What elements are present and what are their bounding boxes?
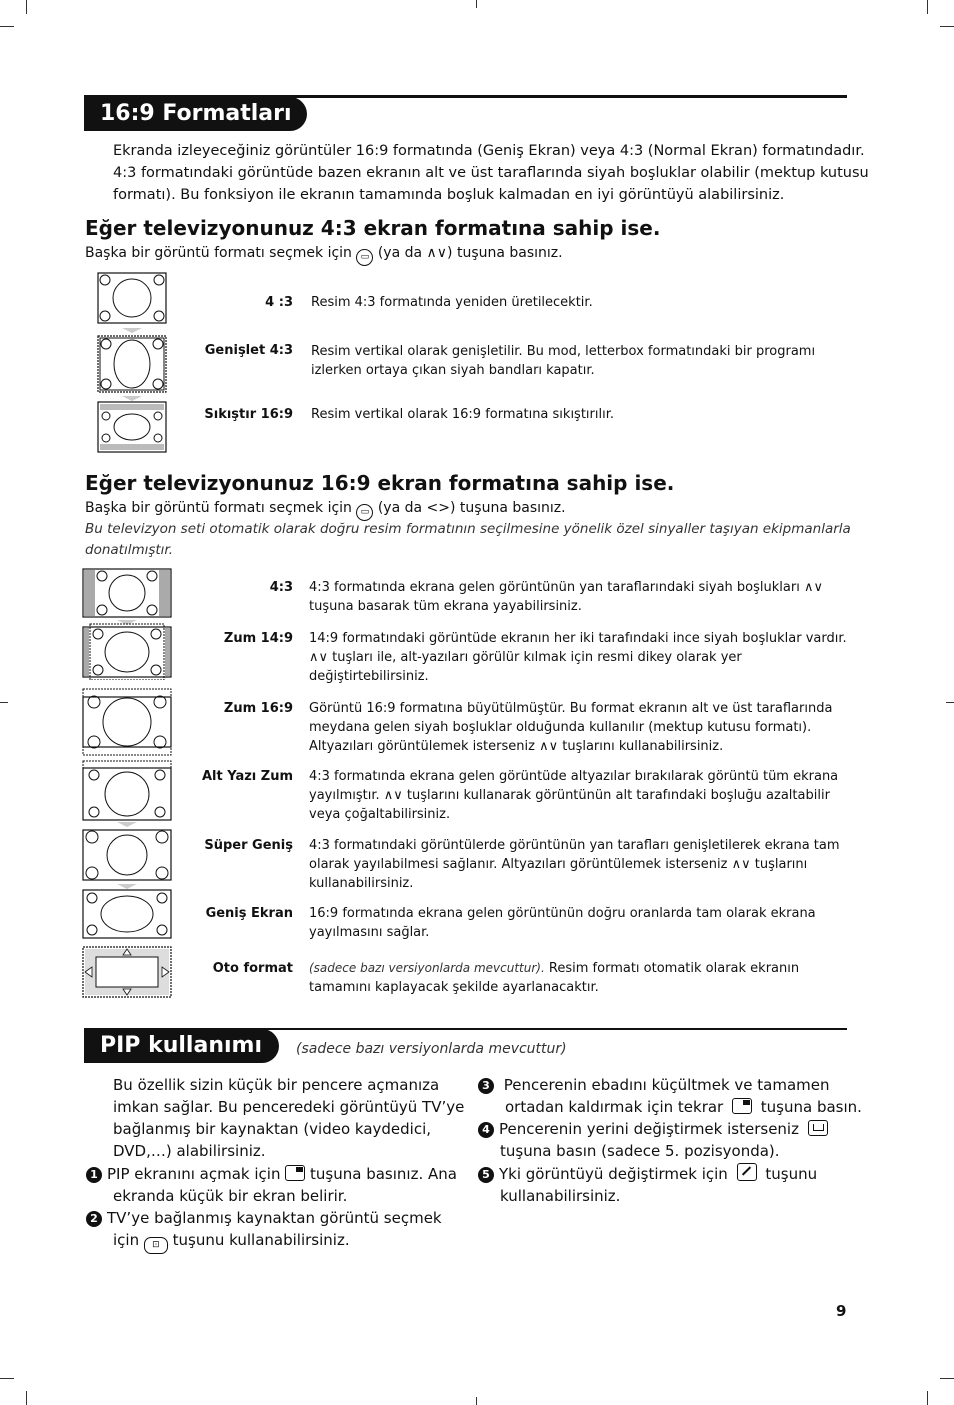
instr-text: (ya da <box>377 245 423 261</box>
crop-mark <box>0 26 14 27</box>
pip-intro: DVD,…) alabilirsiniz. <box>113 1142 266 1160</box>
step-number: 5 <box>478 1167 494 1183</box>
crop-mark <box>476 1397 477 1405</box>
pip-intro: imkan sağlar. Bu penceredeki görüntüyü TV’ye <box>113 1098 465 1116</box>
format-label: Sıkıştır 16:9 <box>204 407 293 422</box>
auto-note: donatılmıştır. <box>85 542 174 558</box>
format-desc: izlerken ortaya çıkan siyah bandları kapatır. <box>311 363 595 378</box>
intro-line: 4:3 formatındaki görüntüde bazen ekranın alt ve üst taraflarında siyah boşluklar olabilir (mektup kutusu <box>113 165 869 181</box>
pip-step-5 <box>478 1163 817 1185</box>
step-number: 2 <box>86 1211 102 1227</box>
format-label: Alt Yazı Zum <box>201 769 293 784</box>
format-label: Genişlet 4:3 <box>204 343 293 358</box>
subtitle-zoom-thumb <box>82 760 172 822</box>
format-desc: tuşuna basarak tüm ekrana yayabilirsiniz. <box>309 599 582 614</box>
pip-step-2 <box>86 1207 442 1229</box>
arrow-keys-icon: ∧∨ <box>426 245 448 261</box>
step-text: için <box>113 1231 140 1249</box>
step-text: tuşuna basınız. Ana <box>310 1165 457 1183</box>
step-text: Pencerenin ebadını küçültmek ve tamamen <box>503 1076 830 1094</box>
format-43-thumb <box>97 272 167 324</box>
step-number: 4 <box>478 1122 494 1138</box>
instr-text: Başka bir görüntü formatı seçmek için <box>85 500 352 516</box>
format-desc: Altyazıları görüntülemek isterseniz ∧∨ tuşlarını kullanabilirsiniz. <box>309 739 724 754</box>
crop-mark <box>476 0 477 8</box>
format-label: 4 :3 <box>265 295 293 310</box>
instruction-43 <box>85 244 563 266</box>
step-text: Yki görüntüyü değiştirmek için <box>499 1165 728 1183</box>
format-desc: veya çoğaltabilirsiniz. <box>309 807 451 822</box>
pip-step-5-cont: kullanabilirsiniz. <box>500 1187 621 1205</box>
instruction-169 <box>85 499 566 521</box>
availability-note: (sadece bazı versiyonlarda mevcuttur). <box>309 961 545 975</box>
step-text: tuşuna basın. <box>760 1098 862 1116</box>
crop-mark <box>927 1391 928 1405</box>
step-text: Pencerenin yerini değiştirmek isterseniz <box>499 1120 799 1138</box>
pip-title: PIP kullanımı <box>84 1029 279 1063</box>
super-wide-thumb <box>82 822 172 882</box>
step-text: tuşunu kullanabilirsiniz. <box>172 1231 350 1249</box>
format-label: Geniş Ekran <box>205 906 293 921</box>
page-number: 9 <box>836 1302 847 1320</box>
format-desc: 14:9 formatındaki görüntüde ekranın her iki tarafındaki ince siyah boşluklar vardır. <box>309 631 847 646</box>
format-label: Oto format <box>212 961 293 976</box>
position-button-icon <box>808 1120 828 1136</box>
subheading-169: Eğer televizyonunuz 16:9 ekran formatına sahip ise. <box>85 471 675 495</box>
format-desc: kullanabilirsiniz. <box>309 876 414 891</box>
pip-availability-note: (sadece bazı versiyonlarda mevcuttur) <box>296 1041 567 1057</box>
format-desc <box>309 959 799 978</box>
format-desc: ∧∨ tuşları ile, alt-yazıları görülür kılmak için resmi dikey olarak yer <box>309 650 742 665</box>
format-label: Zum 16:9 <box>223 701 293 716</box>
widescreen-thumb <box>82 884 172 940</box>
crop-mark <box>0 1378 14 1379</box>
format-desc: yayılmasını sağlar. <box>309 925 430 940</box>
pip-intro: Bu özellik sizin küçük bir pencere açmanıza <box>113 1076 440 1094</box>
zoom149-thumb <box>82 620 172 680</box>
subheading-43: Eğer televizyonunuz 4:3 ekran formatına sahip ise. <box>85 216 661 240</box>
pip-button-icon <box>285 1165 305 1181</box>
crop-mark <box>946 702 954 703</box>
format-desc: yayılmıştır. ∧∨ tuşlarını kullanarak görüntünün alt tarafındaki boşluğu azaltabilir <box>309 788 830 803</box>
pip-step-4 <box>478 1118 828 1140</box>
intro-line: Ekranda izleyeceğiniz görüntüler 16:9 formatında (Geniş Ekran) veya 4:3 (Normal Ekran) formatındadır. <box>113 143 865 159</box>
format-expand43-thumb <box>97 326 167 394</box>
pip-step-3 <box>478 1074 830 1096</box>
crop-mark <box>0 702 8 703</box>
crop-mark <box>940 26 954 27</box>
step-text: PIP ekranını açmak için <box>107 1165 281 1183</box>
pip-step-2-cont <box>113 1229 350 1254</box>
format-desc: 4:3 formatında ekrana gelen görüntünün yan taraflarındaki siyah boşlukları ∧∨ <box>309 580 823 595</box>
format-label: Süper Geniş <box>204 838 293 853</box>
crop-mark <box>940 1378 954 1379</box>
auto-format-thumb <box>82 946 172 998</box>
format-compress169-thumb <box>97 396 167 454</box>
instr-text: (ya da <box>377 500 423 516</box>
format-desc: Resim vertikal olarak genişletilir. Bu mod, letterbox formatındaki bir programı <box>311 344 816 359</box>
format-label: Zum 14:9 <box>223 631 293 646</box>
intro-line: formatı). Bu fonksiyon ile ekranın tamamında boşluk kalmadan en iyi görüntüyü alabilirsiniz. <box>113 187 785 203</box>
format-button-icon: ▭ <box>356 504 373 521</box>
wide-43-thumb <box>82 568 172 618</box>
format-desc: meydana gelen siyah boşluklar olduğunda kullanılır (mektup kutusu formatı). <box>309 720 812 735</box>
format-label: 4:3 <box>269 580 293 595</box>
zoom169-thumb <box>82 688 172 756</box>
step-text: tuşunu <box>765 1165 818 1183</box>
step-text: TV’ye bağlanmış kaynaktan görüntü seçmek <box>107 1209 442 1227</box>
crop-mark <box>26 0 27 14</box>
instr-text: Başka bir görüntü formatı seçmek için <box>85 245 352 261</box>
auto-note: Bu televizyon seti otomatik olarak doğru resim formatının seçilmesine yönelik özel sinyaller taşıyan ekipmanlarla <box>85 521 851 537</box>
pip-step-1-cont: ekranda küçük bir ekran belirir. <box>113 1187 348 1205</box>
pip-intro: bağlanmış bir kaynaktan (video kaydedici, <box>113 1120 432 1138</box>
format-desc: Resim 4:3 formatında yeniden üretilecektir. <box>311 295 593 310</box>
pip-button-icon <box>732 1098 752 1114</box>
step-text: ortadan kaldırmak için tekrar <box>505 1098 724 1116</box>
format-desc: olarak yayılabilmesi sağlanır. Altyazıları görüntülemek isterseniz ∧∨ tuşlarını <box>309 857 808 872</box>
format-desc: Görüntü 16:9 formatına büyütülmüştür. Bu format ekranın alt ve üst taraflarında <box>309 701 833 716</box>
format-desc: Resim vertikal olarak 16:9 formatına sıkıştırılır. <box>311 407 615 422</box>
format-desc: 4:3 formatında ekrana gelen görüntüde altyazılar bırakılarak görüntü tüm ekrana <box>309 769 839 784</box>
instr-text: ) tuşuna basınız. <box>447 245 563 261</box>
pip-step-4-cont: tuşuna basın (sadece 5. pozisyonda). <box>500 1142 780 1160</box>
pip-step-3-cont <box>505 1096 862 1118</box>
section-title: 16:9 Formatları <box>84 97 307 131</box>
format-desc: tamamını kaplayacak şekilde ayarlanacaktır. <box>309 980 599 995</box>
step-number: 1 <box>86 1167 102 1183</box>
source-button-icon: ⊡ <box>144 1237 168 1254</box>
swap-button-icon <box>737 1163 757 1181</box>
format-button-icon: ▭ <box>356 249 373 266</box>
format-desc-text: Resim formatı otomatik olarak ekranın <box>544 961 800 976</box>
crop-mark <box>927 0 928 14</box>
arrow-keys-icon: <> <box>426 500 451 516</box>
format-desc: 16:9 formatında ekrana gelen görüntünün doğru oranlarda tam olarak ekrana <box>309 906 816 921</box>
format-desc: 4:3 formatındaki görüntülerde görüntünün yan tarafları genişletilerek ekrana tam <box>309 838 840 853</box>
instr-text: ) tuşuna basınız. <box>450 500 566 516</box>
crop-mark <box>26 1391 27 1405</box>
pip-step-1 <box>86 1163 457 1185</box>
format-desc: değiştirtebilirsiniz. <box>309 669 429 684</box>
step-number: 3 <box>478 1078 494 1094</box>
